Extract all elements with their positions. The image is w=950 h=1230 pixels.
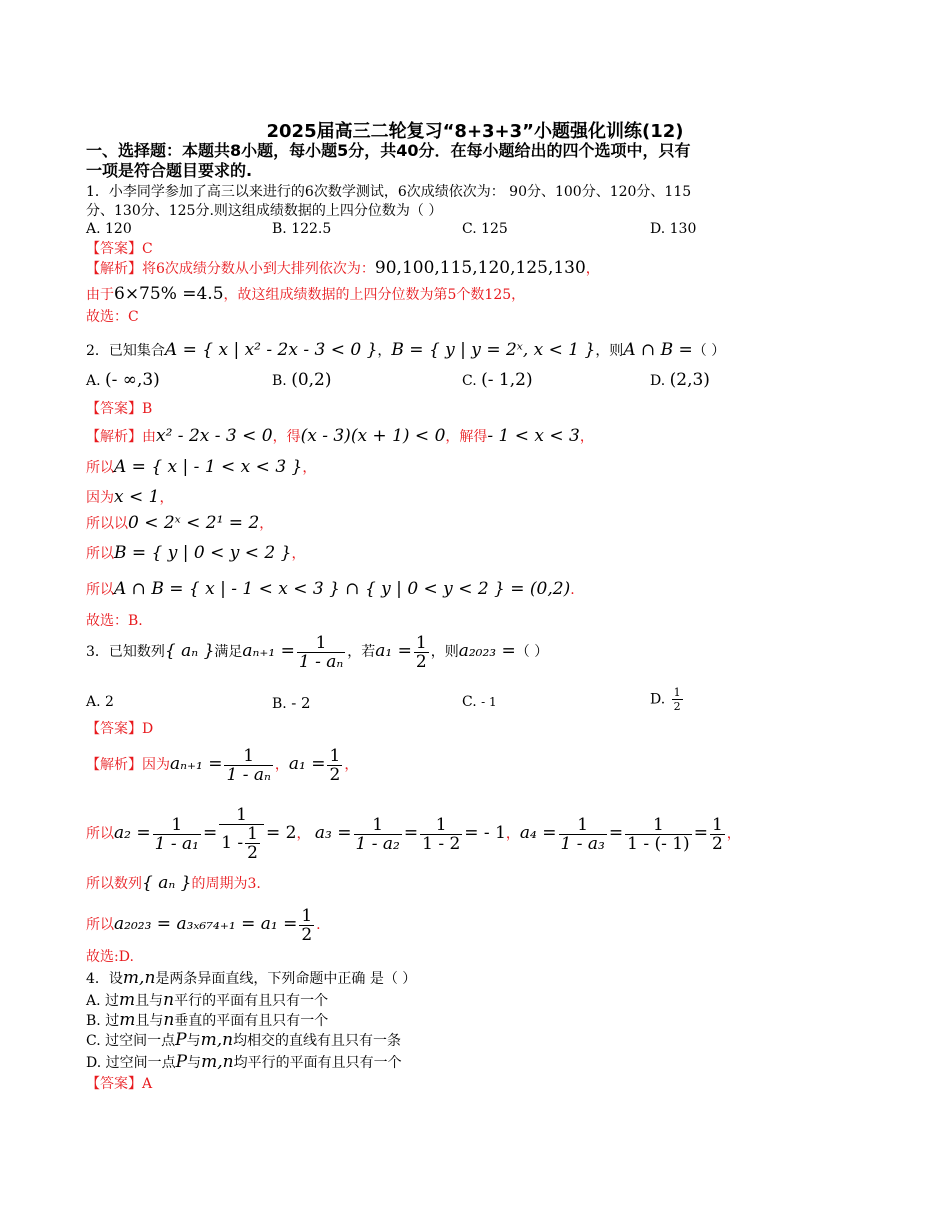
quartile-calc: 6×75% =4.5 — [114, 284, 224, 304]
q2-analysis-line3 — [86, 488, 173, 507]
analysis-tag: 【解析】 — [86, 429, 142, 445]
analysis-text: 所以 — [86, 546, 114, 562]
q2-option-d — [650, 370, 710, 390]
q4-option-b — [86, 1011, 328, 1030]
analysis-text: 所以 — [86, 582, 114, 598]
fraction — [710, 816, 725, 853]
q2-option-c — [462, 370, 533, 390]
q1-answer — [86, 240, 153, 258]
analysis-text: 因为 — [86, 490, 114, 506]
option-text: 均相交的直线有且只有一条 — [233, 1033, 402, 1049]
answer-tag: 【答案】 — [86, 721, 142, 737]
q2-stem — [86, 336, 725, 365]
option-text: 与 — [186, 1033, 201, 1049]
fraction — [354, 816, 402, 853]
q3-conclusion: 故选:D. — [86, 949, 134, 965]
option-label: B. — [272, 373, 287, 389]
math-expr: 0 < 2ˣ < 2¹ = 2 — [128, 513, 260, 533]
result: = - 1 — [464, 823, 506, 843]
ask-expr: A ∩ B = — [623, 340, 693, 360]
analysis-text: ，解得 — [445, 429, 488, 445]
option-text: 平行的平面有且只有一个 — [174, 993, 329, 1009]
q2-answer — [86, 400, 152, 418]
math-expr: x² - 2x - 3 < 0 — [156, 426, 273, 446]
option-text: B. 过 — [86, 1013, 120, 1029]
q1-conclusion: 故选：C — [86, 309, 139, 325]
option-text: C. 过空间一点 — [86, 1033, 176, 1049]
option-value: (2,3) — [669, 370, 710, 390]
stem-text: 满足 — [214, 644, 243, 660]
numerator: 1 — [301, 905, 313, 926]
numerator: 1 — [329, 745, 341, 766]
stem-text: 2．已知集合 — [86, 343, 165, 359]
numerator: 1 — [297, 634, 345, 653]
q1-option-b: B. 122.5 — [272, 221, 332, 237]
option-label: B. — [272, 696, 287, 712]
fraction — [625, 816, 692, 853]
q1-stem-line1: 1．小李同学参加了高三以来进行的6次数学测试，6次成绩依次为： 90分、100分、120分、115 — [86, 184, 692, 200]
answer-value: A — [142, 1076, 153, 1092]
math-expr: n — [163, 1010, 175, 1030]
punct: ， — [302, 460, 317, 476]
q2-option-b — [272, 370, 332, 390]
q2-conclusion: 故选：B. — [86, 613, 143, 629]
compound-fraction — [219, 806, 264, 862]
fraction — [420, 816, 462, 853]
denominator: 2 — [329, 764, 341, 785]
option-label: D. — [650, 691, 666, 708]
option-text: 且与 — [135, 993, 164, 1009]
q2-option-a — [86, 370, 160, 390]
q3-analysis-line4 — [86, 904, 321, 945]
equals: = — [693, 823, 708, 843]
analysis-text: 的周期为3. — [191, 876, 261, 892]
numerator: 1 — [711, 814, 723, 835]
inner-fraction — [245, 825, 260, 862]
math-expr: B = { y | 0 < y < 2 } — [114, 543, 292, 563]
q2-analysis-line5 — [86, 540, 305, 567]
denominator: 2 — [247, 843, 258, 863]
denominator: 2 — [415, 651, 427, 672]
q3-answer — [86, 720, 153, 738]
numerator: 1 — [224, 747, 272, 766]
math-expr: aₙ₊₁ = — [242, 641, 295, 661]
q3-analysis-line1 — [86, 742, 358, 787]
section-header-line1: 一、选择题：本题共8小题，每小题5分，共40分．在每小题给出的四个选项中，只有 — [86, 141, 691, 160]
recurrence-fraction — [224, 747, 272, 784]
option-text: 与 — [187, 1055, 202, 1071]
stem-text: 是两条异面直线，下列命题中正确 是（ ） — [155, 971, 417, 987]
stem-text: ，则 — [430, 644, 459, 660]
math-expr: aₙ₊₁ = — [170, 754, 223, 774]
math-expr: a₂₀₂₃ = a₃ₓ₆₇₄₊₁ = a₁ = — [114, 914, 298, 934]
section-header-line2: 一项是符合题目要求的. — [86, 161, 253, 180]
option-value: (- 1,2) — [481, 370, 533, 390]
denominator: 2 — [711, 833, 723, 854]
punct: ， — [585, 261, 600, 277]
math-expr: a₄ = — [519, 823, 557, 843]
option-text: 均平行的平面有且只有一个 — [233, 1055, 402, 1071]
denominator: 1 - a₂ — [355, 833, 400, 854]
denominator: 1 - 2 — [422, 833, 461, 854]
math-expr: x < 1 — [114, 487, 160, 507]
numerator: 1 — [420, 816, 462, 835]
analysis-text: 将6次成绩分数从小到大排列依次为： — [142, 261, 375, 277]
answer-tag: 【答案】 — [86, 401, 142, 417]
stem-text: ，则 — [595, 343, 624, 359]
denominator — [219, 825, 264, 862]
equals: = — [608, 823, 624, 843]
option-text: A. 过 — [86, 993, 120, 1009]
q1-analysis-line1 — [86, 259, 600, 278]
denominator: 1 - (- 1) — [627, 833, 690, 854]
answer-value: B — [142, 401, 153, 417]
fraction — [559, 816, 607, 853]
punct: . — [570, 582, 575, 598]
math-expr: m,n — [201, 1052, 234, 1072]
punct: ， — [296, 826, 311, 842]
punct: ， — [377, 343, 392, 359]
analysis-text: 所以数列 — [86, 876, 142, 892]
analysis-text: ，故这组成绩数据的上四分位数为第5个数125， — [223, 287, 526, 303]
math-expr: a₁ = — [375, 641, 412, 661]
numerator: 1 — [415, 632, 427, 653]
analysis-text: ，得 — [272, 429, 301, 445]
denominator: 2 — [673, 700, 681, 713]
q4-option-a — [86, 991, 328, 1010]
q4-option-d — [86, 1053, 402, 1072]
math-expr: m — [119, 990, 136, 1010]
numerator: 1 — [625, 816, 692, 835]
math-expr: P — [175, 1030, 187, 1050]
option-value: (- ∞,3) — [105, 370, 160, 390]
denominator-text: 1 - — [221, 833, 244, 853]
analysis-text: 由 — [142, 429, 156, 445]
option-text: 垂直的平面有且只有一个 — [174, 1013, 329, 1029]
q3-option-c — [462, 694, 497, 710]
option-text: D. 过空间一点 — [86, 1055, 176, 1071]
option-label: C. — [462, 694, 477, 710]
option-label: A. — [86, 373, 101, 389]
math-expr: a₁ = — [288, 754, 326, 774]
recurrence-fraction — [297, 634, 345, 671]
math-expr: A ∩ B = { x | - 1 < x < 3 } ∩ { y | 0 < y < 2 } = (0,2) — [114, 579, 571, 599]
stem-text: 3．已知数列 — [86, 644, 165, 660]
q4-stem — [86, 969, 416, 988]
q2-analysis-line1 — [86, 424, 594, 449]
punct: ， — [274, 757, 289, 773]
math-expr: m,n — [122, 968, 156, 988]
q3-analysis-line3 — [86, 870, 261, 897]
analysis-text: 因为 — [142, 757, 170, 773]
denominator: 1 - a₁ — [154, 833, 199, 854]
q1-stem-line2: 分、130分、125分.则这组成绩数据的上四分位数为（ ） — [86, 203, 443, 219]
punct: ， — [579, 429, 594, 445]
math-expr: (x - 3)(x + 1) < 0 — [300, 426, 446, 446]
q1-analysis-line2 — [86, 285, 525, 304]
q2-analysis-line2 — [86, 454, 316, 481]
option-value: - 1 — [481, 695, 497, 709]
q1-option-d: D. 130 — [650, 221, 697, 237]
numerator: 1 — [153, 816, 201, 835]
initial-fraction — [327, 747, 342, 784]
numerator: 1 — [247, 824, 258, 844]
analysis-text: 所以以 — [86, 516, 128, 532]
answer-blank: （ ） — [515, 644, 549, 660]
denominator: 1 - a₃ — [560, 833, 605, 854]
sequence-symbol: { aₙ } — [142, 873, 192, 893]
q1-option-c: C. 125 — [462, 221, 508, 237]
q2-analysis-line4 — [86, 514, 273, 533]
q1-option-a: A. 120 — [86, 221, 132, 237]
option-text: 且与 — [135, 1013, 164, 1029]
math-expr: - 1 < x < 3 — [487, 426, 580, 446]
set-a: A = { x | x² - 2x - 3 < 0 } — [164, 340, 378, 360]
math-expr: m,n — [200, 1030, 234, 1050]
denominator: 2 — [301, 924, 313, 945]
math-expr: a₃ = — [314, 823, 352, 843]
analysis-text: 所以 — [86, 460, 114, 476]
punct: . — [316, 917, 321, 933]
analysis-text: 由于 — [86, 287, 114, 303]
analysis-text: 所以 — [86, 917, 114, 933]
q3-analysis-line2 — [86, 806, 741, 862]
stem-text: ，若 — [347, 644, 376, 660]
numerator: 1 — [219, 806, 264, 825]
math-expr: P — [175, 1052, 188, 1072]
numerator: 1 — [673, 686, 681, 699]
sorted-scores: 90,100,115,120,125,130 — [374, 258, 586, 278]
answer-blank: （ ） — [692, 343, 726, 359]
sequence-symbol: { aₙ } — [164, 641, 215, 661]
analysis-tag: 【解析】 — [86, 757, 142, 773]
math-expr: a₂ = — [114, 823, 151, 843]
denominator: 1 - aₙ — [298, 651, 344, 672]
q3-option-a: A. 2 — [86, 694, 114, 710]
result: = 2 — [265, 823, 297, 843]
numerator: 1 — [559, 816, 607, 835]
option-fraction — [672, 686, 683, 713]
set-b: B = { y | y = 2ˣ, x < 1 } — [391, 340, 596, 360]
fraction — [153, 816, 201, 853]
numerator: 1 — [354, 816, 402, 835]
option-label: C. — [462, 373, 477, 389]
q2-analysis-line6 — [86, 576, 575, 603]
answer-tag: 【答案】 — [86, 1076, 142, 1092]
stem-text: 4．设 — [86, 971, 123, 987]
option-value: - 2 — [291, 694, 311, 712]
punct: ， — [159, 490, 174, 506]
fraction — [299, 907, 314, 944]
page-title: 2025届高三二轮复习“8+3+3”小题强化训练(12) — [266, 121, 684, 142]
initial-fraction — [414, 634, 429, 671]
answer-value: C — [142, 241, 153, 257]
q3-option-b — [272, 694, 311, 712]
punct: ， — [505, 826, 520, 842]
q4-option-c — [86, 1031, 401, 1050]
equals: = — [403, 823, 419, 843]
answer-tag: 【答案】 — [86, 241, 142, 257]
math-expr: n — [163, 990, 175, 1010]
q3-option-d — [650, 686, 685, 713]
analysis-text: 所以 — [86, 826, 114, 842]
analysis-tag: 【解析】 — [86, 261, 142, 277]
math-expr: A = { x | - 1 < x < 3 } — [114, 457, 303, 477]
ask-expr: a₂₀₂₃ = — [458, 641, 516, 661]
option-value: (0,2) — [291, 370, 332, 390]
q4-answer — [86, 1075, 152, 1093]
denominator: 1 - aₙ — [226, 764, 271, 785]
q3-stem — [86, 632, 548, 671]
punct: ， — [291, 546, 306, 562]
punct: ， — [344, 757, 359, 773]
math-expr: m — [119, 1010, 136, 1030]
punct: ， — [259, 516, 274, 532]
punct: ， — [726, 826, 741, 842]
option-label: D. — [650, 373, 666, 389]
answer-value: D — [142, 721, 154, 737]
equals: = — [202, 823, 218, 843]
